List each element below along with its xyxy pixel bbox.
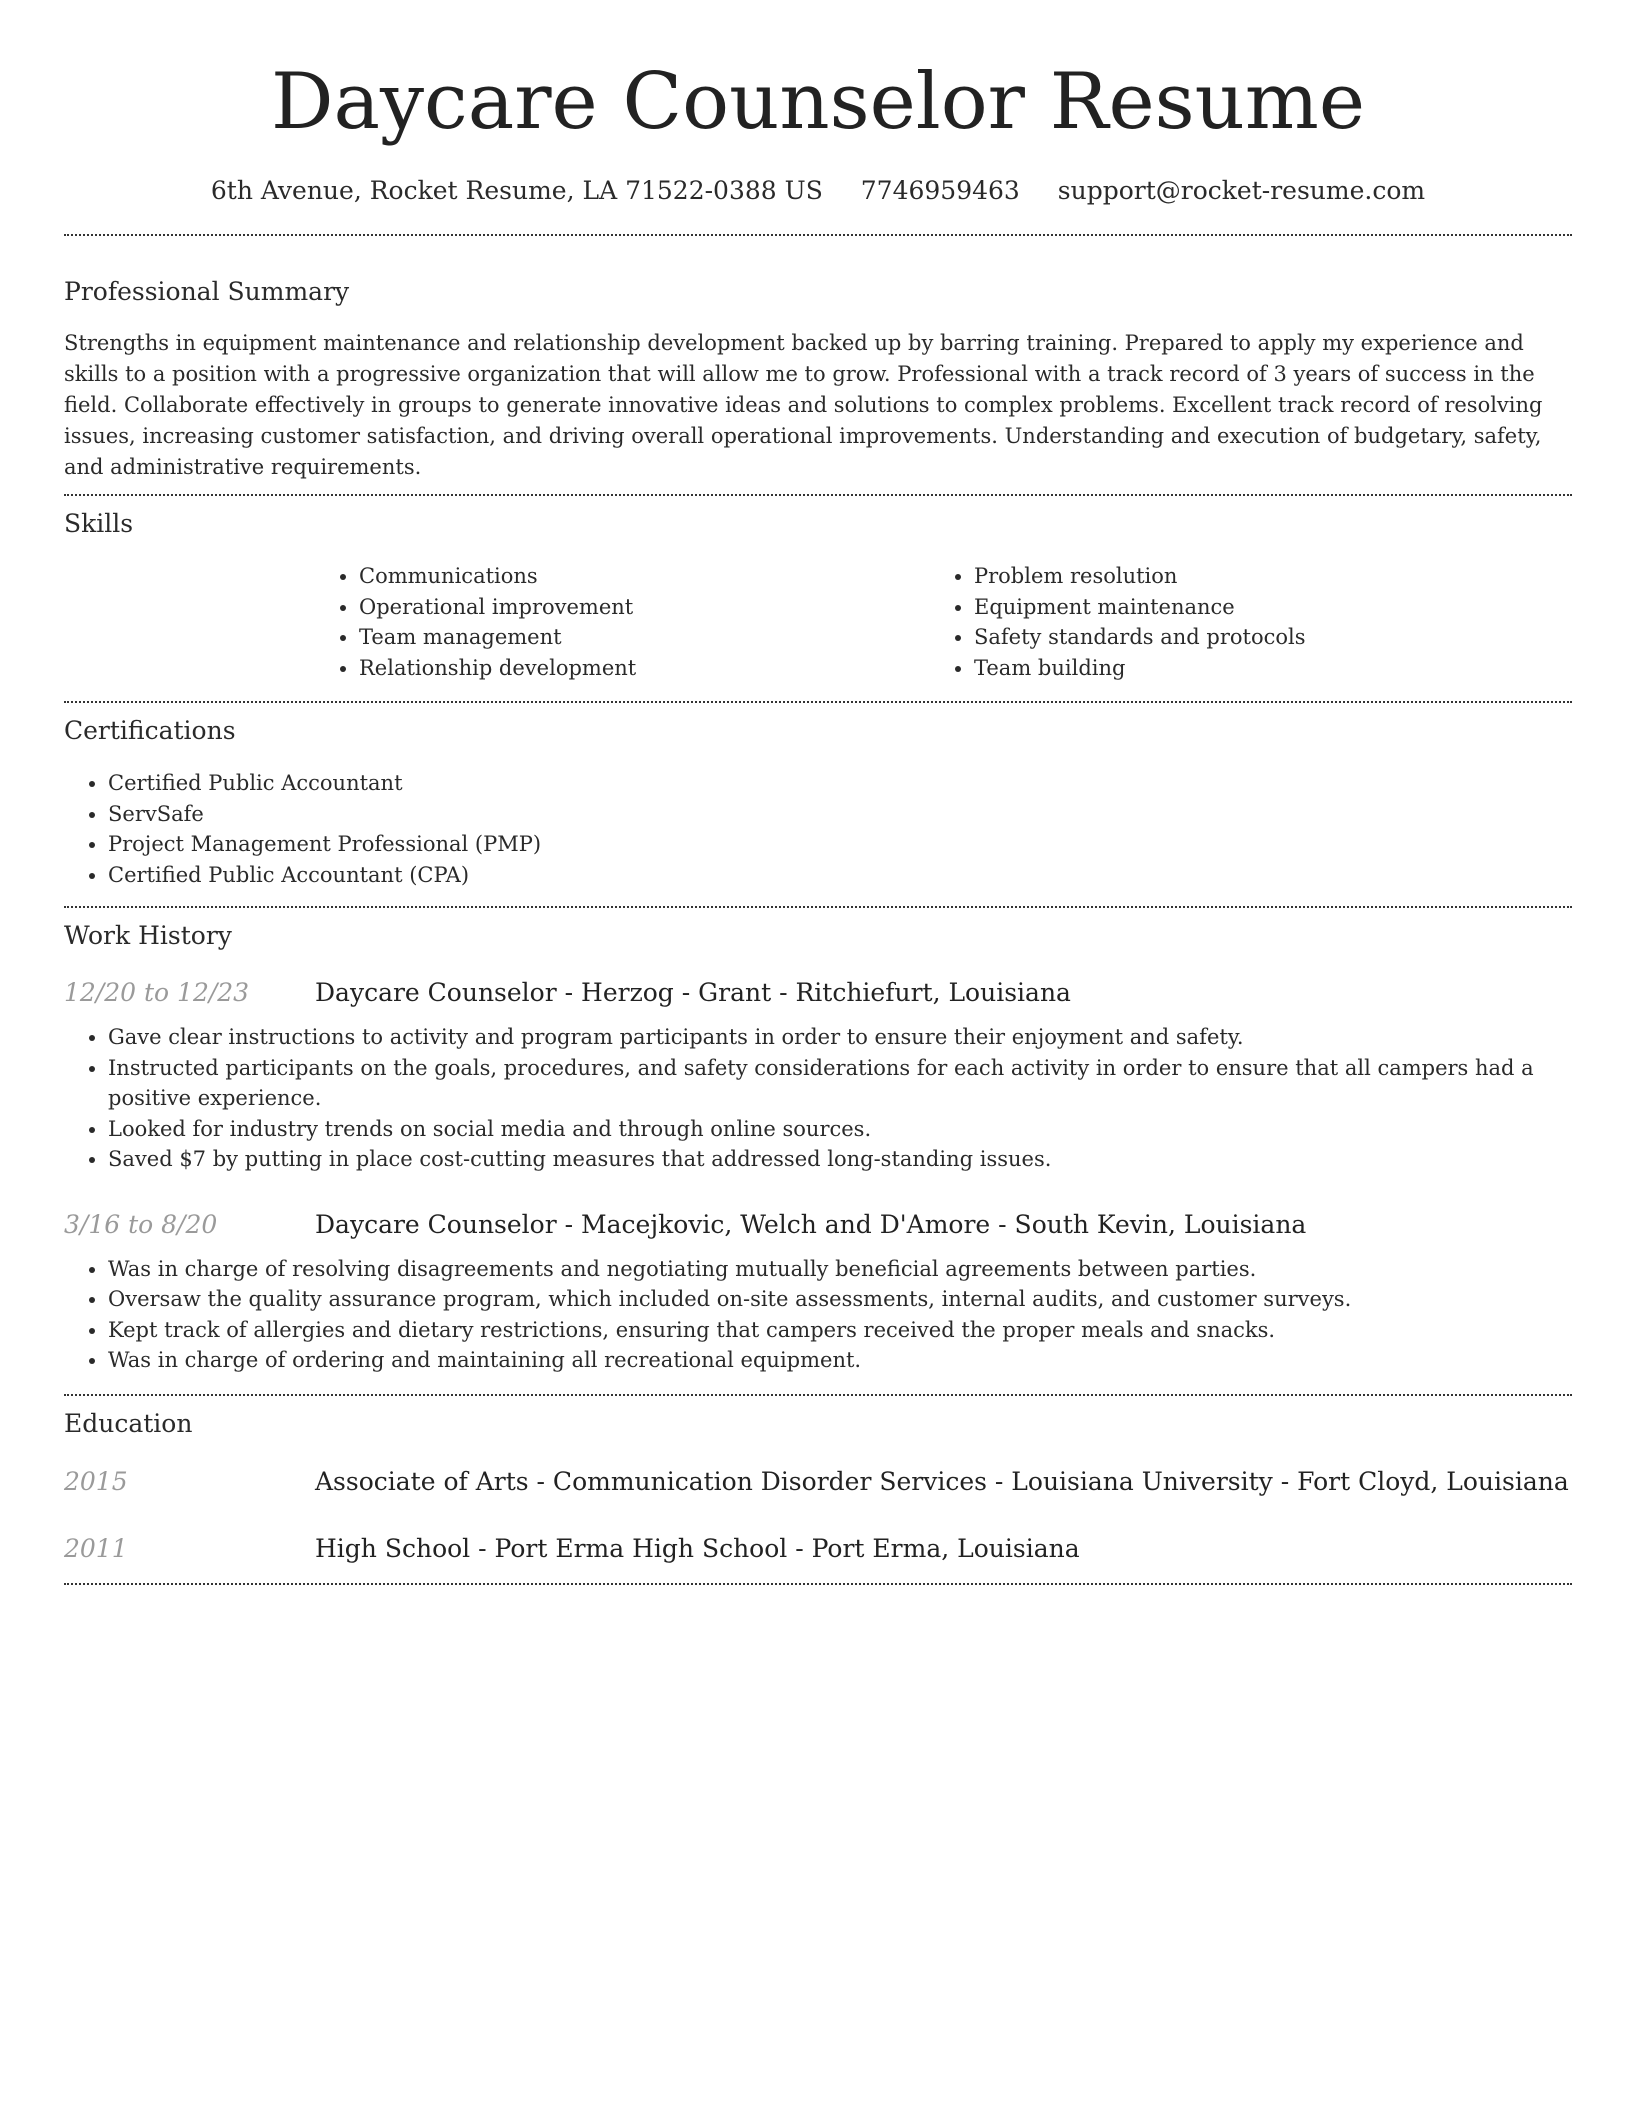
section-divider (64, 1394, 1572, 1396)
job-title: Daycare Counselor (315, 1209, 557, 1239)
job-header (64, 1207, 1572, 1243)
job-details: - Macejkovic, Welch and D'Amore - South Kevin, Louisiana (556, 1209, 1307, 1239)
education-degree: High School (315, 1533, 471, 1563)
certification-item: • Certified Public Accountant (108, 768, 1572, 799)
education-section (64, 1406, 1572, 1567)
education-heading-line (315, 1531, 1080, 1567)
job-duties-list (64, 1022, 1572, 1175)
education-details: - Communication Disorder Services - Louisiana University - Fort Cloyd, Louisiana (528, 1466, 1569, 1496)
education-year: 2015 (64, 1466, 128, 1496)
job-duty: • Instructed participants on the goals, procedures, and safety considerations for each activity in order to ensure that all campers had a positive experience. (108, 1053, 1572, 1114)
contact-email: support@rocket-resume.com (1057, 176, 1426, 205)
education-heading: Education (64, 1408, 193, 1438)
education-entry (64, 1464, 1572, 1500)
job-duty: • Was in charge of resolving disagreements and negotiating mutually beneficial agreements between parties. (108, 1254, 1572, 1285)
education-details: - Port Erma High School - Port Erma, Louisiana (470, 1533, 1080, 1563)
certification-item: • ServSafe (108, 799, 1572, 830)
job-entry (64, 1207, 1572, 1376)
job-duty: • Gave clear instructions to activity and program participants in order to ensure their enjoyment and safety. (108, 1022, 1572, 1053)
skills-list-left (315, 561, 930, 683)
job-dates: 12/20 to 12/23 (64, 978, 250, 1007)
skill-item: • Team building (974, 653, 1545, 684)
job-header (64, 975, 1572, 1011)
certification-item: • Certified Public Accountant (CPA) (108, 860, 1572, 891)
skill-item: • Problem resolution (974, 561, 1545, 592)
job-dates: 3/16 to 8/20 (64, 1209, 218, 1239)
summary-heading: Professional Summary (64, 277, 350, 306)
section-divider (64, 1583, 1572, 1585)
skills-list-right (930, 561, 1545, 683)
contact-phone: 7746959463 (860, 176, 1020, 205)
certification-item: • Project Management Professional (PMP) (108, 829, 1572, 860)
skill-item: • Safety standards and protocols (974, 622, 1545, 653)
job-entry (64, 975, 1572, 1175)
job-duty: • Oversaw the quality assurance program, which included on-site assessments, internal audits, and customer surveys. (108, 1284, 1572, 1315)
certifications-section (64, 713, 1572, 890)
resume-page (64, 0, 1572, 1585)
summary-text: Strengths in equipment maintenance and relationship development backed up by barring training. Prepared to apply my experience and skills to a position with a progressive organization that will allow me to grow. Professional with a track record of 3 years of success in the field. Collaborate effectively in groups to generate innovative ideas and solutions to complex problems. Excellent track record of resolving issues, increasing customer satisfaction, and driving overall operational improvements. Understanding and execution of budgetary, safety, and administrative requirements. (64, 331, 1543, 479)
contact-line (64, 172, 1572, 210)
section-divider (64, 701, 1572, 703)
education-degree: Associate of Arts (315, 1466, 529, 1496)
skill-item: • Equipment maintenance (974, 592, 1545, 623)
work-history-section (64, 918, 1572, 1376)
section-divider (64, 906, 1572, 908)
skills-section (64, 506, 1572, 683)
skills-column-left (315, 561, 930, 683)
skills-column-right (930, 561, 1545, 683)
job-duty: • Kept track of allergies and dietary restrictions, ensuring that campers received the proper meals and snacks. (108, 1315, 1572, 1346)
summary-section (64, 274, 1572, 483)
job-heading (315, 975, 1071, 1011)
skill-item: • Team management (359, 622, 930, 653)
education-year: 2011 (64, 1533, 128, 1563)
job-heading (315, 1207, 1306, 1243)
contact-address: 6th Avenue, Rocket Resume, LA 71522-0388 US (210, 176, 823, 205)
skill-item: • Operational improvement (359, 592, 930, 623)
job-duties-list (64, 1254, 1572, 1376)
job-duty: • Was in charge of ordering and maintaining all recreational equipment. (108, 1345, 1572, 1376)
job-duty: • Looked for industry trends on social media and through online sources. (108, 1114, 1572, 1145)
job-details: - Herzog - Grant - Ritchiefurt, Louisiana (556, 978, 1071, 1007)
skills-grid (315, 561, 1572, 683)
work-history-heading: Work History (64, 921, 232, 950)
certifications-list (64, 768, 1572, 890)
certifications-heading: Certifications (64, 716, 236, 745)
section-divider (64, 234, 1572, 236)
education-heading-line (315, 1464, 1569, 1500)
section-divider (64, 494, 1572, 496)
skill-item: • Communications (359, 561, 930, 592)
job-title: Daycare Counselor (315, 978, 557, 1007)
job-duty: • Saved $7 by putting in place cost-cutting measures that addressed long-standing issues. (108, 1144, 1572, 1175)
education-entry (64, 1531, 1572, 1567)
resume-title: Daycare Counselor Resume (270, 57, 1366, 147)
skills-heading: Skills (64, 509, 134, 538)
skill-item: • Relationship development (359, 653, 930, 684)
